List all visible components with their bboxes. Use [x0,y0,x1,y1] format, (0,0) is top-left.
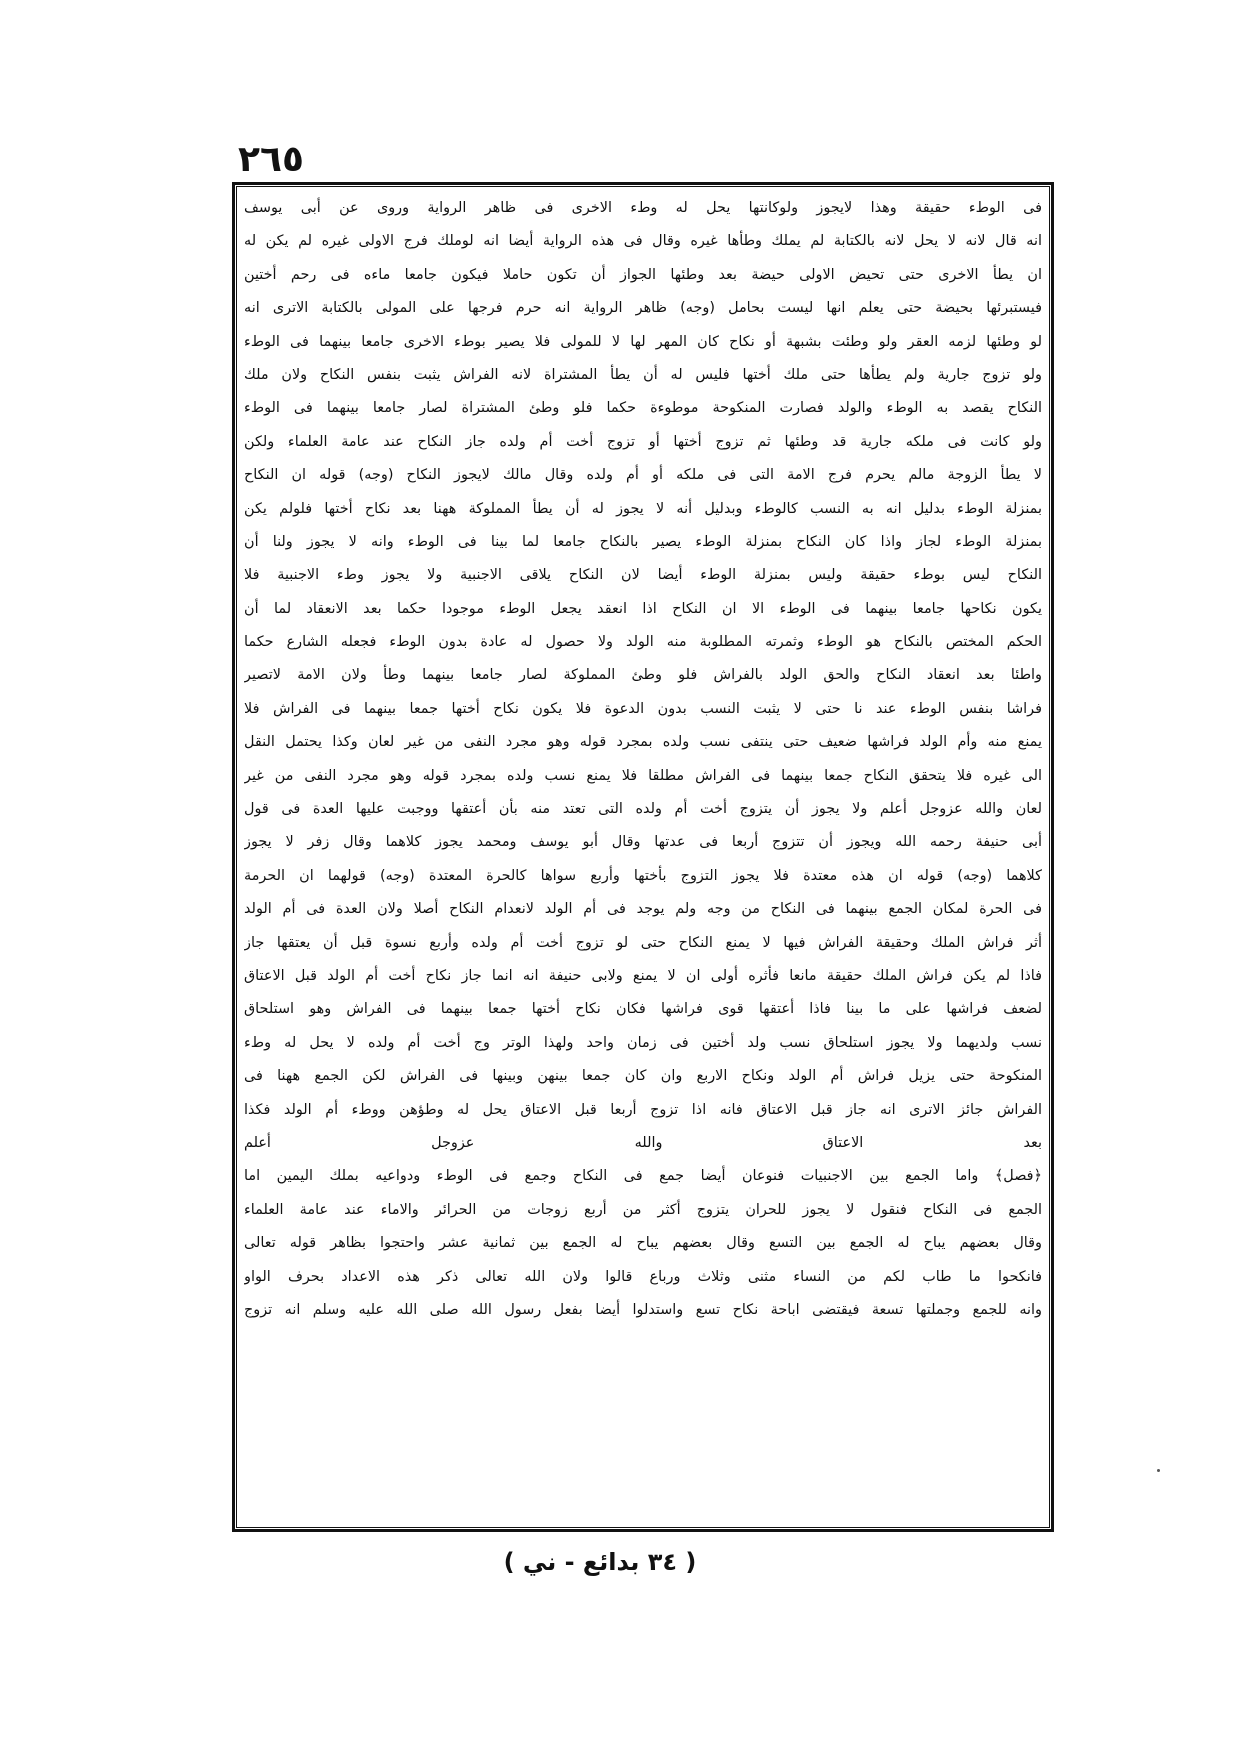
text-line: ان يطأ الاخرى حتى تحيض الاولى حيضة بعد وطئها الجواز أن تكون حاملا فيكون جامعا ماءه فى رحم أختين [244,266,1042,283]
text-line: فاذا لم يكن فراش الملك حقيقة مانعا فأثره أولى ان لا يمنع ولابى حنيفة انه انما جاز نكاح أخت أم الولد قبل الاعتاق [244,967,1042,984]
body-text [244,192,1042,1327]
text-line: أثر فراش الملك وحقيقة الفراش فيها لا يمنع النكاح حتى لو تزوج أخت أم ولده وأربع نسوة قبل أن يعتقها جاز [244,934,1042,951]
text-line: يكون نكاحها جامعا بينهما فى الوطء الا ان النكاح اذا انعقد يجعل الوطء موجودا حكما بعد الانعقاد لما أن [244,600,1042,617]
text-line: الفراش جائز الاترى انه جاز قبل الاعتاق فانه اذا تزوج أربعا قبل الاعتاق يحل له وطؤهن ووطء أم الولد فكذا [244,1101,1042,1118]
text-line: بمنزلة الوطء بدليل انه به النسب كالوطء وبدليل أنه لا يجوز له أن يطأ المملوكة ههنا بعد نكاح أختها فلولم يكن [244,500,1042,517]
printer-signature: ( ٣٤ بدائع - ني ) [503,1548,697,1576]
text-line: ولو تزوج جارية ولم يطأها حتى ملك أختها فليس له أن يطأ المشتراة لانه الفراش يثبت بنفس النكاح ولان ملك [244,366,1042,383]
text-line: ولو كانت فى ملكه جارية قد وطئها ثم تزوج أختها أو تزوج أخت أم ولده جاز النكاح عند عامة العلماء ولكن [244,433,1042,450]
text-line: واطئا بعد انعقاد النكاح والحق الولد بالفراش فلو وطئ المملوكة لصار جامعا بينهما وطأ ولان الامة لاتصير [244,667,1042,684]
text-line: ﴿فصل﴾ واما الجمع بين الاجنبيات فنوعان أيضا جمع فى النكاح وجمع فى الوطء ودواعيه بملك اليمين اما [244,1168,1042,1185]
text-line: فانكحوا ما طاب لكم من النساء مثنى وثلاث ورباع قالوا ولان الله تعالى ذكر هذه الاعداد بحرف الواو [244,1268,1042,1285]
text-line: لو وطئها لزمه العقر ولو وطئت بشبهة أو نكاح كان المهر لها لا للمولى فلا يصير بوطء الاخرى جامعا بينهما فى الوطء [244,333,1042,350]
stray-mark [1157,1469,1160,1472]
text-line: الى غيره فلا يتحقق النكاح جمعا بينهما فى الفراش مطلقا فلا يمنع نسب ولده بمجرد قوله وهو مجرد النفى من غير [244,767,1042,784]
text-line: نسب ولديهما ولا يجوز استلحاق نسب ولد أختين فى زمان واحد ولهذا الوتر وج أخت أم ولده لا يحل له وطء [244,1034,1042,1051]
text-line: الجمع فى النكاح فنقول لا يجوز للحران يتزوج أكثر من أربع زوجات من الحرائر والاماء عند عامة العلماء [244,1201,1042,1218]
page-number: ٢٦٥ [238,139,304,180]
text-line: فى الوطء حقيقة وهذا لايجوز ولوكانتها يحل له وطء الاخرى فى ظاهر الرواية وروى عن أبى يوسف [244,200,1042,216]
text-line: فيستبرئها بحيضة حتى يعلم انها ليست بحامل (وجه) ظاهر الرواية انه حرم فرجها على المولى بالكتابة الاترى انه [244,300,1042,317]
text-line: النكاح ليس بوطء حقيقة وليس بمنزلة الوطء أيضا لان النكاح يلاقى الاجنبية ولا يجوز وطء الاجنبية فلا [244,567,1042,584]
text-line: لعان والله عزوجل أعلم ولا يجوز أن يتزوج أخت أم ولده التى تعتد منه بأن أعتقها ووجبت عليها العدة فى قول [244,801,1042,818]
text-line: النكاح يقصد به الوطء والولد فصارت المنكوحة موطوءة حكما فلو وطئ المشتراة لصار جامعا بينهما فى الوطء [244,400,1042,417]
text-line: انه قال لانه لا يحل لانه بالكتابة لم يملك وطأها غيره وقال فى هذه الرواية أيضا انه لوملك فرج الاولى غيره لم يكن له [244,233,1042,250]
text-line: المنكوحة حتى يزيل فراش أم الولد ونكاح الاربع وان كان جمعا بينهن وبينها فى الفراش لكن الجمع ههنا فى [244,1068,1042,1085]
text-line: وقال بعضهم يباح له الجمع بين التسع وقال بعضهم يباح له الجمع بين ثمانية عشر واحتجوا بظاهر قوله تعالى [244,1235,1042,1252]
text-line: بعد الاعتاق والله عزوجل أعلم [244,1134,1042,1151]
text-line: الحكم المختص بالنكاح هو الوطء وثمرته المطلوبة منه الولد ولا حصول له عادة بدون الوطء فجعله الشارع حكما [244,634,1042,651]
text-line: أبى حنيفة رحمه الله ويجوز أن تتزوج أربعا فى عدتها وقال أبو يوسف ومحمد يجوز كلاهما وقال زفر لا يجوز [244,834,1042,851]
text-line: يمنع منه وأم الولد فراشها ضعيف حتى ينتفى نسب ولده بمجرد قوله وهو مجرد النفى من غير لعان وكذا يحتمل النقل [244,734,1042,751]
text-line: لضعف فراشها على ما بينا فاذا أعتقها قوى فراشها فكان نكاح أختها جمعا بينهما فى الفراش وهو استلحاق [244,1001,1042,1018]
text-line: بمنزلة الوطء لجاز واذا كان النكاح بمنزلة الوطء يصير بالنكاح جامعا لما بينا فى الوطء وانه لا يجوز ولنا أن [244,533,1042,550]
text-line: فراشا بنفس الوطء عند نا حتى لا يثبت النسب بدون الدعوة فلا يكون نكاح أختها جمعا بينهما فى الفراش فلا [244,700,1042,717]
text-line: كلاهما (وجه) قوله ان هذه معتدة فلا يجوز التزوج بأختها وأربع سواها كالحرة المعتدة (وجه) قولهما ان الحرمة [244,867,1042,884]
text-line: وانه للجمع وجملتها تسعة فيقتضى اباحة نكاح تسع واستدلوا أيضا بفعل رسول الله صلى الله عليه وسلم انه تزوج [244,1301,1042,1318]
text-line: فى الحرة لمكان الجمع بينهما فى النكاح من وجه ولم يوجد فى أم الولد لانعدام النكاح أصلا ولان العدة فى أم الولد [244,901,1042,918]
text-line: لا يطأ الزوجة مالم يحرم فرج الامة التى فى ملكه أو أم ولده وقال مالك لايجوز النكاح (وجه) قوله ان النكاح [244,467,1042,484]
